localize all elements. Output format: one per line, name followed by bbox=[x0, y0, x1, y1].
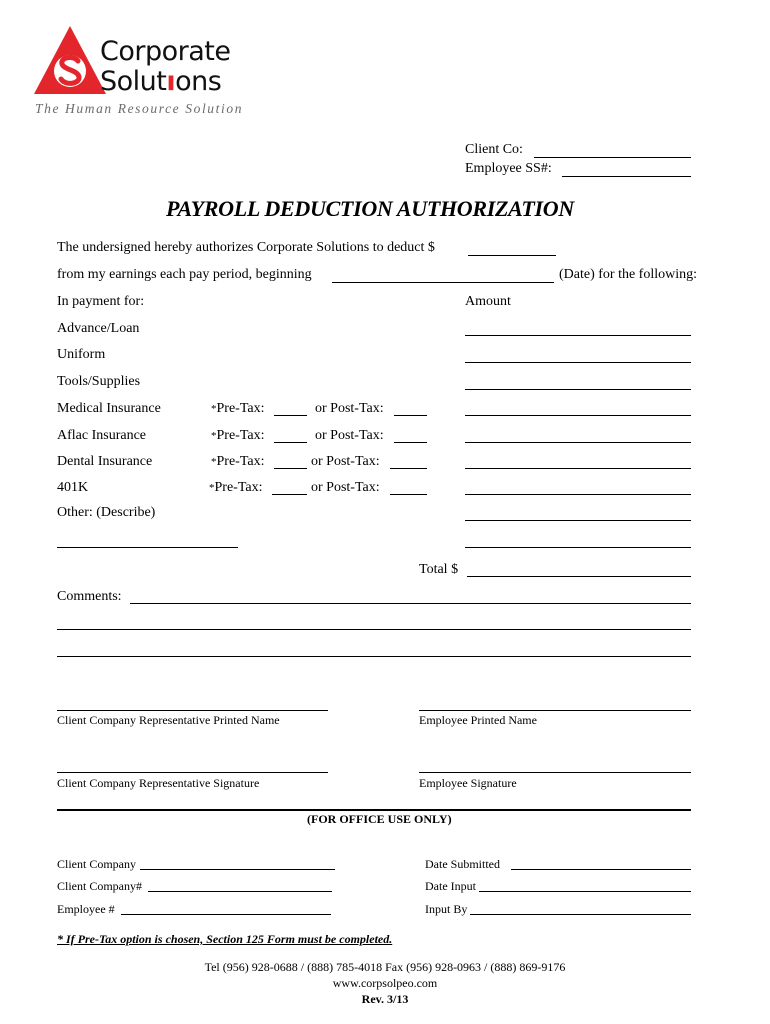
total-amount-field[interactable] bbox=[467, 576, 691, 577]
k401-posttax-label: or Post-Tax: bbox=[311, 480, 380, 495]
footer-website: www.corpsolpeo.com bbox=[332, 976, 438, 990]
amount-field-other-2[interactable] bbox=[465, 547, 691, 548]
client-signature-label: Client Company Representative Signature bbox=[57, 776, 260, 790]
footer-revision: Rev. 3/13 bbox=[361, 992, 409, 1006]
medical-pretax-label: *Pre-Tax: bbox=[211, 401, 265, 416]
item-tools-supplies: Tools/Supplies bbox=[57, 374, 141, 389]
client-signature-field[interactable] bbox=[57, 772, 328, 773]
office-use-divider bbox=[57, 809, 691, 811]
comments-line-1[interactable] bbox=[130, 603, 691, 604]
amount-field-aflac[interactable] bbox=[465, 442, 691, 443]
payment-for-header: In payment for: bbox=[57, 294, 145, 309]
footer-phones: Tel (956) 928-0688 / (888) 785-4018 Fax (956) 928-0963 / (888) 869-9176 bbox=[204, 960, 566, 974]
employee-printed-name-field[interactable] bbox=[419, 710, 691, 711]
k401-posttax-field[interactable] bbox=[390, 494, 427, 495]
logo-word-corporate: Corporate bbox=[100, 36, 231, 67]
item-aflac-insurance: Aflac Insurance bbox=[57, 428, 147, 443]
other-description-field[interactable] bbox=[57, 547, 238, 548]
date-submitted-field[interactable] bbox=[511, 869, 691, 870]
amount-header: Amount bbox=[465, 294, 511, 309]
dental-posttax-field[interactable] bbox=[390, 468, 427, 469]
comments-label: Comments: bbox=[57, 589, 122, 604]
input-by-field[interactable] bbox=[470, 914, 691, 915]
date-submitted-label: Date Submitted bbox=[425, 857, 500, 871]
intro-line-2-end: (Date) for the following: bbox=[559, 267, 698, 282]
amount-field-401k[interactable] bbox=[465, 494, 691, 495]
comments-line-2[interactable] bbox=[57, 629, 691, 630]
logo-word-solutions: Solutıons bbox=[100, 66, 222, 97]
medical-posttax-label: or Post-Tax: bbox=[315, 401, 384, 416]
office-client-company-field[interactable] bbox=[140, 869, 335, 870]
logo-triangle-icon bbox=[34, 26, 106, 94]
amount-field-dental[interactable] bbox=[465, 468, 691, 469]
client-printed-name-label: Client Company Representative Printed Name bbox=[57, 713, 280, 727]
client-co-field[interactable] bbox=[534, 157, 691, 158]
intro-line-1: The undersigned hereby authorizes Corporate Solutions to deduct $ bbox=[57, 240, 435, 255]
employee-signature-label: Employee Signature bbox=[419, 776, 517, 790]
office-use-heading: (FOR OFFICE USE ONLY) bbox=[307, 812, 452, 826]
deduct-amount-field[interactable] bbox=[468, 255, 556, 256]
input-by-label: Input By bbox=[425, 902, 468, 916]
employee-ss-field[interactable] bbox=[562, 176, 691, 177]
pretax-footnote: * If Pre-Tax option is chosen, Section 125 Form must be completed. bbox=[57, 932, 393, 946]
aflac-posttax-label: or Post-Tax: bbox=[315, 428, 384, 443]
client-printed-name-field[interactable] bbox=[57, 710, 328, 711]
k401-pretax-field[interactable] bbox=[272, 494, 307, 495]
logo-tagline: The Human Resource Solution bbox=[35, 101, 244, 116]
date-input-label: Date Input bbox=[425, 879, 476, 893]
intro-line-2: from my earnings each pay period, beginning bbox=[57, 267, 312, 282]
aflac-pretax-field[interactable] bbox=[274, 442, 307, 443]
employee-printed-name-label: Employee Printed Name bbox=[419, 713, 537, 727]
aflac-pretax-label: *Pre-Tax: bbox=[211, 428, 265, 443]
amount-field-other-1[interactable] bbox=[465, 520, 691, 521]
office-employee-num-field[interactable] bbox=[121, 914, 331, 915]
aflac-posttax-field[interactable] bbox=[394, 442, 427, 443]
office-employee-num-label: Employee # bbox=[57, 902, 115, 916]
amount-field-tools[interactable] bbox=[465, 389, 691, 390]
page-title: PAYROLL DEDUCTION AUTHORIZATION bbox=[166, 196, 574, 221]
employee-signature-field[interactable] bbox=[419, 772, 691, 773]
dental-posttax-label: or Post-Tax: bbox=[311, 454, 380, 469]
k401-pretax-label: *Pre-Tax: bbox=[209, 480, 263, 495]
office-client-company-num-label: Client Company# bbox=[57, 879, 142, 893]
begin-date-field[interactable] bbox=[332, 282, 554, 283]
dental-pretax-field[interactable] bbox=[274, 468, 307, 469]
medical-pretax-field[interactable] bbox=[274, 415, 307, 416]
total-label: Total $ bbox=[419, 562, 459, 577]
comments-line-3[interactable] bbox=[57, 656, 691, 657]
item-uniform: Uniform bbox=[57, 347, 106, 362]
item-dental-insurance: Dental Insurance bbox=[57, 454, 153, 469]
amount-field-uniform[interactable] bbox=[465, 362, 691, 363]
item-401k: 401K bbox=[57, 480, 89, 495]
medical-posttax-field[interactable] bbox=[394, 415, 427, 416]
client-co-label: Client Co: bbox=[465, 142, 523, 157]
item-advance-loan: Advance/Loan bbox=[57, 321, 140, 336]
office-client-company-label: Client Company bbox=[57, 857, 136, 871]
date-input-field[interactable] bbox=[479, 891, 691, 892]
amount-field-advance[interactable] bbox=[465, 335, 691, 336]
dental-pretax-label: *Pre-Tax: bbox=[211, 454, 265, 469]
office-client-company-num-field[interactable] bbox=[148, 891, 332, 892]
item-other-describe: Other: (Describe) bbox=[57, 505, 156, 520]
item-medical-insurance: Medical Insurance bbox=[57, 401, 161, 416]
employee-ss-label: Employee SS#: bbox=[465, 161, 552, 176]
amount-field-medical[interactable] bbox=[465, 415, 691, 416]
